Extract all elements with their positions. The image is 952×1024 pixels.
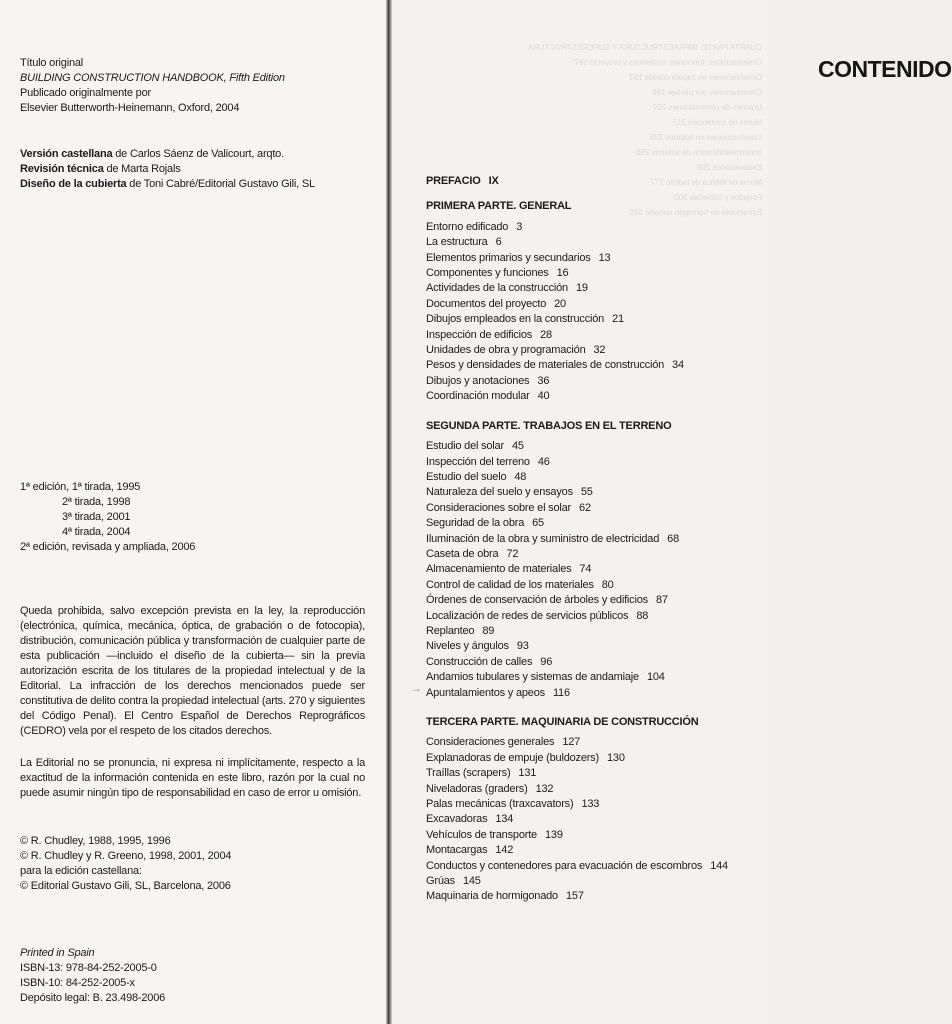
toc-prefacio: PREFACIO IX — [426, 175, 499, 187]
spanish-version-credits — [20, 147, 380, 192]
toc-entry-label: Inspección de edificios — [426, 328, 533, 341]
toc-entry-label: Seguridad de la obra — [426, 517, 525, 530]
edition-line: 2ª tirada, 1998 — [62, 496, 131, 508]
toc-entry-label: Inspección del terreno — [426, 455, 530, 468]
toc-entry-label: Pesos y densidades de materiales de construcción — [426, 359, 665, 372]
toc-entry-page: 133 — [581, 798, 600, 811]
toc-entry — [426, 670, 756, 685]
toc-entry-page: 46 — [537, 455, 550, 468]
toc-entry-page: 68 — [667, 532, 679, 545]
toc-entry — [426, 389, 756, 404]
toc-entry — [426, 516, 756, 531]
copyright-line: © Editorial Gustavo Gili, SL, Barcelona, 2006 — [20, 880, 231, 892]
original-title-credits — [20, 56, 380, 116]
toc-entry-page: 55 — [580, 486, 593, 499]
toc-entry — [426, 766, 756, 781]
toc-entry-page: 127 — [562, 736, 581, 749]
copyright-line: © R. Chudley y R. Greeno, 1998, 2001, 2004 — [20, 850, 232, 862]
toc-entry-page: 16 — [556, 267, 569, 280]
isbn-line: ISBN-10: 84-252-2005-x — [20, 977, 135, 989]
toc-entry-label: Niveles y ángulos — [426, 640, 509, 653]
toc-entry-page: 131 — [518, 767, 537, 780]
toc-entry-page: 132 — [535, 782, 554, 795]
printing-info — [20, 946, 380, 1006]
toc-entry-label: Conductos y contenedores para evacuación de escombros — [426, 859, 703, 872]
toc-entry-label: Apuntalamientos y apeos — [426, 686, 545, 699]
toc-entry-page: 48 — [514, 470, 527, 483]
left-page — [0, 0, 388, 1024]
show-through-text: CUARTA PARTE. INFRAESTRUCTURA Y SUPERESTRUCTURA Cimentaciones: funciones, materiales y proyecto 187 Cimentaciones en zapata corrida 193 Cimentaciones por pilotaje 198 Uniones de cimentaciones 207 Muros de contención 217 Construcciones en sótanos 235 Impermeabilización de sótanos 256 Excavaciones 269 Muros de fábrica de ladrillo 277 Forjados y cubiertas 300 Estructuras de hormigón armado 320 — [527, 43, 762, 217]
toc-entry — [426, 562, 756, 577]
toc-entry-page: 87 — [655, 594, 668, 607]
toc-entry-label: Unidades de obra y programación — [426, 344, 586, 357]
toc-entry — [426, 639, 756, 654]
credit-line: BUILDING CONSTRUCTION HANDBOOK, Fifth Edition — [20, 72, 285, 84]
toc-entry-page: 88 — [636, 609, 649, 622]
toc-entry-label: Actividades de la construcción — [426, 282, 568, 295]
toc-entry-label: Documentos del proyecto — [426, 297, 547, 310]
toc-entry — [426, 328, 756, 343]
toc-entry-page: 74 — [579, 563, 592, 576]
toc-entry — [426, 439, 756, 454]
toc-entry — [426, 843, 756, 858]
printed-in: Printed in Spain — [20, 947, 95, 959]
toc-entry-page: 89 — [482, 624, 495, 637]
toc-entry-label: Dibujos empleados en la construcción — [426, 313, 605, 326]
toc-entry-page: 142 — [495, 844, 514, 857]
toc-entry-page: 36 — [537, 374, 550, 387]
toc-entry-page: 96 — [540, 655, 553, 668]
toc-entry-page: 139 — [544, 828, 563, 841]
toc-entry — [426, 343, 756, 358]
table-of-contents — [426, 164, 756, 905]
credit-translation: Versión castellana de Carlos Sáenz de Valicourt, arqto. — [20, 148, 284, 160]
edition-line: 1ª edición, 1ª tirada, 1995 — [20, 481, 141, 493]
toc-entry — [426, 655, 756, 670]
toc-entry-page: 145 — [462, 875, 481, 888]
copyright-line: © R. Chudley, 1988, 1995, 1996 — [20, 835, 171, 847]
toc-entry — [426, 812, 756, 827]
toc-entry — [426, 235, 756, 250]
toc-entry-label: Explanadoras de empuje (buldozers) — [426, 751, 599, 764]
toc-entry-page: 32 — [593, 344, 606, 357]
toc-entry-label: Traíllas (scrapers) — [426, 767, 511, 780]
credit-line: Título original — [20, 57, 84, 69]
edition-line: 3ª tirada, 2001 — [62, 511, 131, 523]
toc-entry — [426, 485, 756, 500]
toc-entry — [426, 889, 756, 904]
copyright-line: para la edición castellana: — [20, 865, 142, 877]
toc-entry-label: Almacenamiento de materiales — [426, 563, 572, 576]
legal-notice: Queda prohibida, salvo excepción prevista en la ley, la reproducción (electrónica, química, mecánica, óptica, de grabación o de fotocopia), distribución, comunicación pública y transformación de cualquier parte de esta publicación —incluido el diseño de la cubierta— sin la previa autorización escrita de los titulares de la propiedad intelectual y de la Editorial. La infracción de los derechos mencionados puede ser constitutiva de delito contra la propiedad intelectual (arts. 270 y siguientes del Código Penal). El Centro Español de Derechos Reprográficos (CEDRO) vela por el respeto de los citados derechos. — [20, 605, 365, 737]
toc-entry-page: 19 — [575, 282, 588, 295]
arrow-mark-icon: → — [410, 681, 422, 695]
toc-entry — [426, 374, 756, 389]
toc-entry — [426, 470, 756, 485]
toc-entry-page: 21 — [612, 313, 624, 326]
toc-entry — [426, 686, 756, 701]
toc-entry-label: Construcción de calles — [426, 655, 533, 668]
toc-entry — [426, 782, 756, 797]
toc-entry — [426, 859, 756, 874]
toc-entry-page: 6 — [495, 236, 502, 249]
toc-entry-page: 40 — [537, 390, 550, 403]
toc-entry — [426, 220, 756, 235]
toc-entry-label: Excavadoras — [426, 813, 488, 826]
toc-entry-page: 34 — [672, 359, 684, 372]
toc-entry-label: Coordinación modular — [426, 390, 530, 403]
toc-entry-page: 93 — [516, 640, 529, 653]
toc-section-heading: SEGUNDA PARTE. TRABAJOS EN EL TERRENO — [426, 419, 672, 432]
page-title: CONTENIDO — [818, 56, 952, 82]
toc-entry-label: Maquinaria de hormigonado — [426, 890, 558, 903]
toc-entry — [426, 281, 756, 296]
toc-entry — [426, 624, 756, 639]
toc-entry-label: Montacargas — [426, 844, 488, 857]
toc-entry-label: Naturaleza del suelo y ensayos — [426, 486, 573, 499]
toc-entry-label: Entorno edificado — [426, 220, 509, 233]
edition-history — [20, 480, 380, 555]
credit-review: Revisión técnica de Marta Rojals — [20, 163, 181, 175]
toc-entry-label: Vehículos de transporte — [426, 828, 537, 841]
toc-entry-page: 130 — [606, 751, 625, 764]
toc-entry-label: Componentes y funciones — [426, 267, 549, 280]
toc-sections — [426, 199, 756, 904]
legal-deposit: Depósito legal: B. 23.498-2006 — [20, 992, 166, 1004]
toc-entry — [426, 312, 756, 327]
toc-entry — [426, 751, 756, 766]
toc-entry-page: 134 — [495, 813, 514, 826]
toc-entry-label: Grúas — [426, 875, 455, 888]
toc-entry-label: Niveladoras (graders) — [426, 782, 528, 795]
toc-entry — [426, 578, 756, 593]
toc-entry-page: 157 — [565, 890, 584, 903]
toc-entry-page: 28 — [540, 328, 552, 341]
toc-entry-page: 72 — [506, 547, 519, 560]
toc-entry-page: 144 — [710, 859, 728, 872]
toc-section-heading: TERCERA PARTE. MAQUINARIA DE CONSTRUCCIÓN — [426, 716, 699, 728]
toc-entry-label: Consideraciones sobre el solar — [426, 501, 572, 514]
toc-entry — [426, 609, 756, 624]
toc-entry — [426, 297, 756, 312]
toc-entry-page: 3 — [516, 220, 523, 233]
toc-entry-page: 13 — [598, 251, 611, 264]
toc-entry-page: 62 — [579, 501, 591, 514]
toc-entry-label: Iluminación de la obra y suministro de electricidad — [426, 532, 660, 545]
toc-entry-label: La estructura — [426, 236, 488, 249]
credit-cover: Diseño de la cubierta de Toni Cabré/Editorial Gustavo Gili, SL — [20, 178, 315, 190]
toc-entry-label: Andamios tubulares y sistemas de andamiaje — [426, 671, 639, 684]
toc-entry-label: Elementos primarios y secundarios — [426, 251, 591, 264]
toc-entry — [426, 828, 756, 843]
credit-line: Publicado originalmente por — [20, 87, 151, 99]
toc-entry — [426, 593, 756, 608]
toc-entry — [426, 547, 756, 562]
toc-entry-label: Control de calidad de los materiales — [426, 578, 594, 591]
credit-line: Elsevier Butterworth-Heinemann, Oxford, 2004 — [20, 102, 240, 114]
toc-entry — [426, 455, 756, 470]
toc-entry-label: Dibujos y anotaciones — [426, 374, 530, 387]
toc-entry — [426, 735, 756, 750]
toc-entry-page: 45 — [511, 440, 524, 453]
toc-entry-page: 20 — [554, 297, 566, 310]
copyright-block — [20, 834, 380, 894]
toc-entry-label: Estudio del suelo — [426, 470, 507, 483]
toc-entry-label: Estudio del solar — [426, 440, 504, 453]
toc-entry — [426, 874, 756, 889]
toc-entry-page: 116 — [552, 686, 570, 699]
toc-entry-label: Consideraciones generales — [426, 736, 555, 749]
toc-section-heading: PRIMERA PARTE. GENERAL — [426, 200, 572, 213]
edition-line: 4ª tirada, 2004 — [62, 526, 131, 538]
disclaimer: La Editorial no se pronuncia, ni expresa ni implícitamente, respecto a la exactitud de la información contenida en este libro, razón por la cual no puede asumir ningún tipo de responsabilidad en caso de error u omisión. — [20, 757, 365, 799]
toc-entry — [426, 251, 756, 266]
toc-entry — [426, 532, 756, 547]
toc-entry-label: Localización de redes de servicios públicos — [426, 609, 629, 622]
toc-entry-label: Palas mecánicas (traxcavators) — [426, 798, 574, 811]
toc-entry-page: 65 — [532, 517, 544, 530]
toc-entry — [426, 797, 756, 812]
isbn-line: ISBN-13: 978-84-252-2005-0 — [20, 962, 157, 974]
toc-entry-page: 80 — [601, 578, 614, 591]
toc-entry-label: Órdenes de conservación de árboles y edificios — [426, 594, 648, 607]
toc-entry-label: Replanteo — [426, 624, 475, 637]
toc-entry-page: 104 — [646, 671, 665, 684]
toc-entry — [426, 358, 756, 373]
toc-entry — [426, 266, 756, 281]
edition-line: 2ª edición, revisada y ampliada, 2006 — [20, 541, 196, 553]
toc-entry — [426, 501, 756, 516]
toc-entry-label: Caseta de obra — [426, 547, 499, 560]
